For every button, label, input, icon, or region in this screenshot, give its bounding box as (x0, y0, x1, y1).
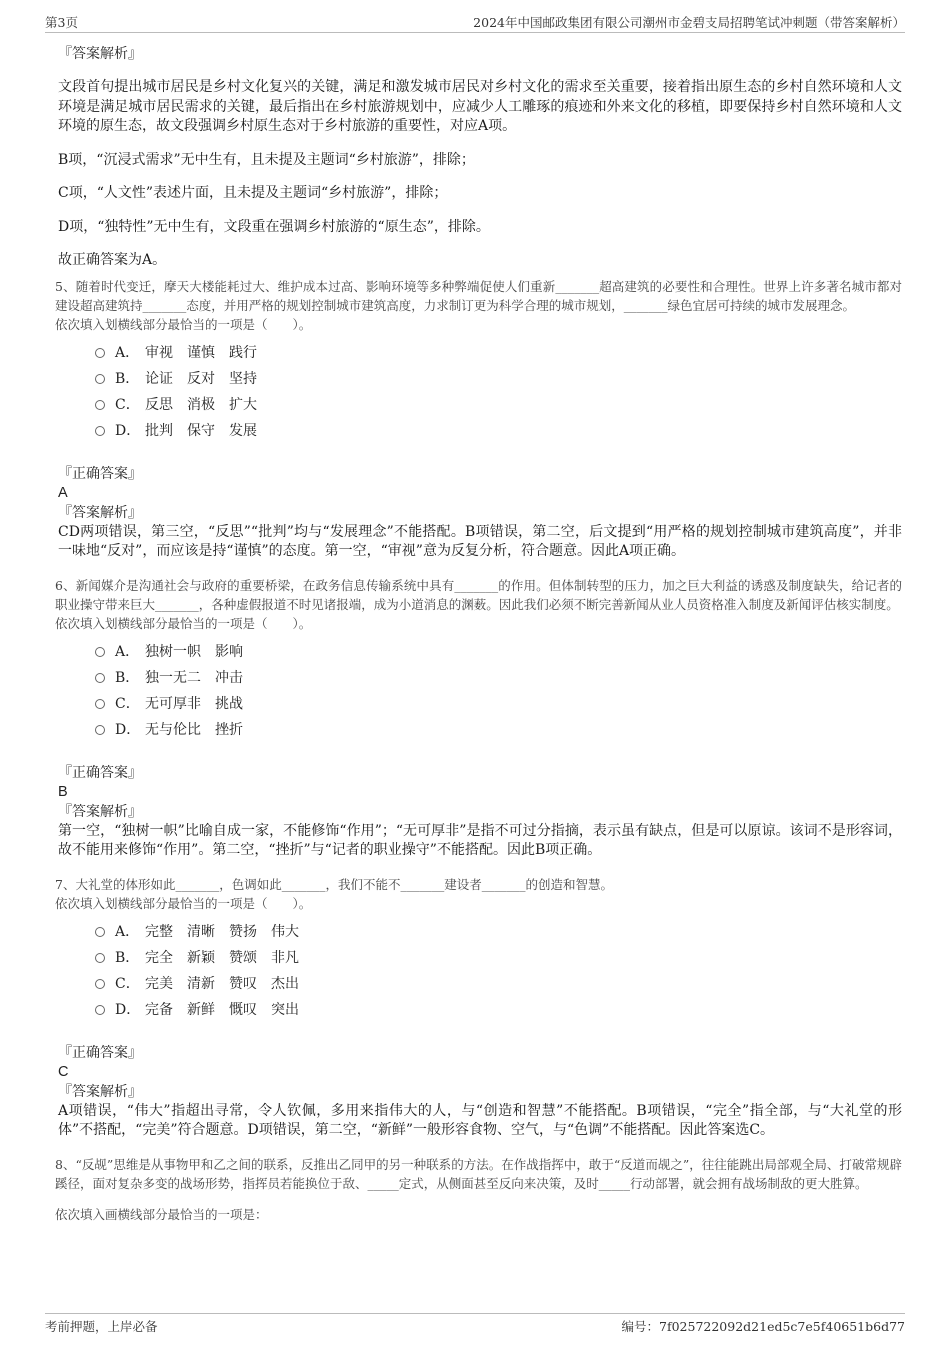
question-prompt: 依次填入划横线部分最恰当的一项是（ ）。 (55, 316, 312, 332)
page-number: 第3页 (45, 15, 78, 30)
option-c[interactable]: C． 反思 消极 扩大 (95, 392, 902, 418)
radio-icon[interactable] (95, 1005, 105, 1015)
question-prompt: 依次填入划横线部分最恰当的一项是（ ）。 (55, 895, 312, 911)
question-prompt: 依次填入划横线部分最恰当的一项是（ ）。 (55, 615, 312, 631)
option-c[interactable]: C． 完美 清新 赞叹 杰出 (95, 971, 902, 997)
option-d[interactable]: D． 完备 新鲜 慨叹 突出 (95, 997, 902, 1023)
document-code: 编号：7f025722092d21ed5c7e5f40651b6d77 (621, 1319, 905, 1334)
analysis-paragraph: C项，“人文性”表述片面，且未提及主题词“乡村旅游”，排除； (58, 185, 448, 201)
correct-answer-tag: 『正确答案』 (58, 764, 142, 781)
radio-icon[interactable] (95, 927, 105, 937)
analysis-text: A项错误，“伟大”指超出寻常，令人钦佩，多用来指伟大的人，与“创造和智慧”不能搭配。B项错误，“完全”指全部，与“大礼堂的形体”不搭配，“完美”符合题意。D项错误，第二空，“新鲜”一般形容食物、空气，与“色调”不能搭配。因此答案选C。 (58, 1102, 902, 1138)
option-a[interactable]: A． 审视 谨慎 践行 (95, 340, 902, 366)
option-a[interactable]: A． 独树一帜 影响 (95, 639, 902, 665)
question-stem: 8、“反觇”思维是从事物甲和乙之间的联系，反推出乙同甲的另一种联系的方法。在作战指挥中，敢于“反道而觇之”，往往能跳出局部观全局、打破常规辟蹊径，面对复杂多变的战场形势，指挥员若能换位于敌、_____定式，从侧面甚至反向来决策，及时_____行动部署，就会拥有战场制敌的更大胜算。 (55, 1156, 902, 1191)
correct-answer: C (58, 1063, 69, 1080)
correct-answer: B (58, 783, 68, 800)
analysis-tag: 『答案解析』 (58, 803, 142, 820)
option-c[interactable]: C． 无可厚非 挑战 (95, 691, 902, 717)
analysis-tag: 『答案解析』 (58, 504, 142, 521)
options-list (95, 340, 902, 444)
radio-icon[interactable] (95, 699, 105, 709)
analysis-paragraph: D项，“独特性”无中生有，文段重在强调乡村旅游的“原生态”，排除。 (58, 218, 490, 235)
analysis-paragraph: B项，“沉浸式需求”无中生有，且未提及主题词“乡村旅游”，排除； (58, 151, 475, 168)
correct-answer-tag: 『正确答案』 (58, 1044, 142, 1061)
page-header (45, 10, 905, 33)
radio-icon[interactable] (95, 400, 105, 410)
footer-slogan: 考前押题，上岸必备 (45, 1319, 158, 1334)
option-d[interactable]: D． 无与伦比 挫折 (95, 717, 902, 743)
options-list (95, 639, 902, 743)
question-prompt: 依次填入画横线部分最恰当的一项是： (55, 1206, 268, 1222)
radio-icon[interactable] (95, 426, 105, 436)
option-b[interactable]: B． 独一无二 冲击 (95, 665, 902, 691)
radio-icon[interactable] (95, 348, 105, 358)
document-title: 2024年中国邮政集团有限公司潮州市金碧支局招聘笔试冲刺题（带答案解析） (473, 15, 905, 30)
analysis-tag: 『答案解析』 (58, 1083, 142, 1100)
prev-question-analysis (55, 44, 902, 271)
radio-icon[interactable] (95, 725, 105, 735)
correct-answer-tag: 『正确答案』 (58, 465, 142, 482)
question-stem: 7、大礼堂的体形如此_______，色调如此_______，我们不能不_______建设者_______的创造和智慧。 (55, 876, 613, 892)
question-5 (55, 277, 902, 562)
analysis-tag: 『答案解析』 (58, 46, 142, 62)
analysis-paragraph: 文段首句提出城市居民是乡村文化复兴的关键，满足和激发城市居民对乡村文化的需求至关重要，接着指出原生态的乡村自然环境和人文环境是满足城市居民需求的关键，最后指出在乡村旅游规划中，应减少人工雕琢的痕迹和外来文化的移植，即要保持乡村自然环境和人文环境的原生态，故文段强调乡村原生态对于乡村旅游的重要性，对应A项。 (58, 79, 902, 134)
page-content (55, 44, 902, 1224)
question-stem: 6、新闻媒介是沟通社会与政府的重要桥梁，在政务信息传输系统中具有_______的作用。但体制转型的压力，加之巨大利益的诱惑及制度缺失，给记者的职业操守带来巨大_______，各种虚假报道不时见诸报端，成为小道消息的渊薮。因此我们必须不断完善新闻从业人员资格准入制度及新闻评估核实制度。 (55, 577, 902, 612)
options-list (95, 919, 902, 1023)
page-footer (45, 1313, 905, 1336)
analysis-text: CD两项错误，第三空，“反思”“批判”均与“发展理念”不能搭配。B项错误，第二空，后文提到“用严格的规划控制城市建筑高度”，并非一味地“反对”，而应该是持“谨慎”的态度。第一空，“审视”意为反复分析，符合题意。因此A项正确。 (58, 523, 902, 559)
correct-answer: A (58, 484, 68, 501)
radio-icon[interactable] (95, 673, 105, 683)
analysis-conclusion: 故正确答案为A。 (58, 252, 167, 268)
question-8 (55, 1155, 902, 1224)
radio-icon[interactable] (95, 647, 105, 657)
option-b[interactable]: B． 完全 新颖 赞颂 非凡 (95, 945, 902, 971)
option-a[interactable]: A． 完整 清晰 赞扬 伟大 (95, 919, 902, 945)
option-d[interactable]: D． 批判 保守 发展 (95, 418, 902, 444)
radio-icon[interactable] (95, 979, 105, 989)
option-b[interactable]: B． 论证 反对 坚持 (95, 366, 902, 392)
radio-icon[interactable] (95, 953, 105, 963)
analysis-text: 第一空，“独树一帜”比喻自成一家，不能修饰“作用”；“无可厚非”是指不可过分指摘，表示虽有缺点，但是可以原谅。该词不是形容词，故不能用来修饰“作用”。第二空，“挫折”与“记者的职业操守”不能搭配。因此B项正确。 (58, 822, 902, 858)
question-stem: 5、随着时代变迁，摩天大楼能耗过大、维护成本过高、影响环境等多种弊端促使人们重新_______超高建筑的必要性和合理性。世界上许多著名城市都对建设超高建筑持_______态度，并用严格的规划控制城市建筑高度，力求制订更为科学合理的城市规划，_______绿色宜居可持续的城市发展理念。 (55, 278, 902, 313)
question-6 (55, 576, 902, 861)
question-7 (55, 875, 902, 1141)
radio-icon[interactable] (95, 374, 105, 384)
